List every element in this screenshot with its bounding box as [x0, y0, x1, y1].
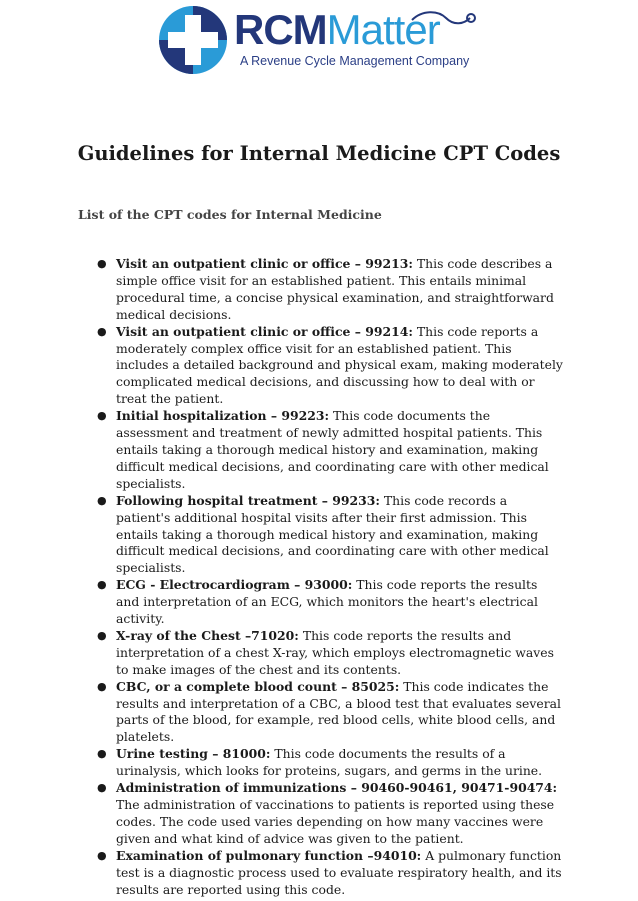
list-item [78, 577, 564, 628]
code-title: Administration of immunizations – 90460-90461, 90471-90474: [116, 780, 558, 796]
bullet-icon: ● [97, 781, 107, 795]
list-item [78, 679, 564, 747]
bullet-icon: ● [97, 493, 107, 507]
code-title: Initial hospitalization – 99223: [116, 408, 330, 424]
document-title: Guidelines for Internal Medicine CPT Codes [77, 142, 561, 165]
code-description: This code indicates the results and interpretation of a CBC, a blood test that evaluates several parts of the blood, for example, red blood cells, white blood cells, and platelets. [116, 678, 561, 745]
brand-rcm: RCM [234, 6, 327, 53]
bullet-icon: ● [97, 409, 107, 423]
code-description: This code reports the results and interpretation of a chest X-ray, which employs electromagnetic waves to make images of the chest and its contents. [116, 627, 554, 677]
bullet-icon: ● [97, 628, 107, 642]
stethoscope-icon [408, 10, 478, 40]
code-title: Following hospital treatment – 99233: [116, 492, 380, 508]
bullet-icon: ● [97, 257, 107, 270]
cross-shield-icon [158, 5, 228, 75]
code-title: X-ray of the Chest –71020: [116, 627, 299, 643]
cpt-code-list [78, 256, 564, 898]
list-item [78, 746, 564, 780]
code-description: This code documents the results of a urinalysis, which looks for proteins, sugars, and germs in the urine. [116, 746, 543, 779]
code-description: The administration of vaccinations to patients is reported using these codes. The code used varies depending on how many vaccines were given and what kind of advice was given to the patient. [116, 797, 555, 846]
code-title: Visit an outpatient clinic or office – 99213: [116, 256, 413, 271]
brand-tagline: A Revenue Cycle Management Company [240, 54, 470, 68]
bullet-icon: ● [97, 679, 107, 693]
bullet-icon: ● [97, 747, 107, 761]
bullet-icon: ● [97, 848, 107, 862]
list-item [78, 256, 564, 324]
rcm-matter-logo [158, 4, 483, 76]
code-description: This code reports a moderately complex office visit for an established patient. This includes a detailed background and physical exam, making moderately complicated medical decisions, and discussing how to deal with or treat the patient. [116, 323, 563, 407]
bullet-icon: ● [97, 578, 107, 592]
code-title: ECG - Electrocardiogram – 93000: [116, 577, 353, 593]
code-title: Examination of pulmonary function –94010: [116, 847, 422, 863]
list-item [78, 780, 564, 848]
code-description: This code describes a simple office visit for an established patient. This entails minimal procedural time, a concise physical examination, and straightforward medical decisions. [116, 256, 554, 322]
code-title: Urine testing – 81000: [116, 746, 271, 762]
code-description: A pulmonary function test is a diagnostic process used to evaluate respiratory health, and its results are reported using this code. [116, 847, 562, 897]
bullet-icon: ● [97, 324, 107, 338]
list-item [78, 324, 564, 409]
document-subtitle: List of the CPT codes for Internal Medicine [78, 207, 382, 222]
list-item [78, 628, 564, 679]
brand-matter: Matter [326, 6, 440, 53]
code-description: This code reports the results and interpretation of an ECG, which monitors the heart's electrical activity. [116, 577, 538, 627]
code-description: This code records a patient's additional hospital visits after their first admission. This entails taking a thorough medical history and examination, making difficult medical decisions, and coordinating care with other medical specialists. [116, 492, 549, 576]
list-item [78, 493, 564, 578]
code-description: This code documents the assessment and treatment of newly admitted hospital patients. This entails taking a thorough medical history and examination, making difficult medical decisions, and coordinating care with other medical specialists. [116, 408, 549, 491]
list-item [78, 408, 564, 493]
code-title: CBC, or a complete blood count – 85025: [116, 678, 400, 694]
list-item [78, 848, 564, 899]
code-title: Visit an outpatient clinic or office – 99214: [116, 323, 413, 339]
